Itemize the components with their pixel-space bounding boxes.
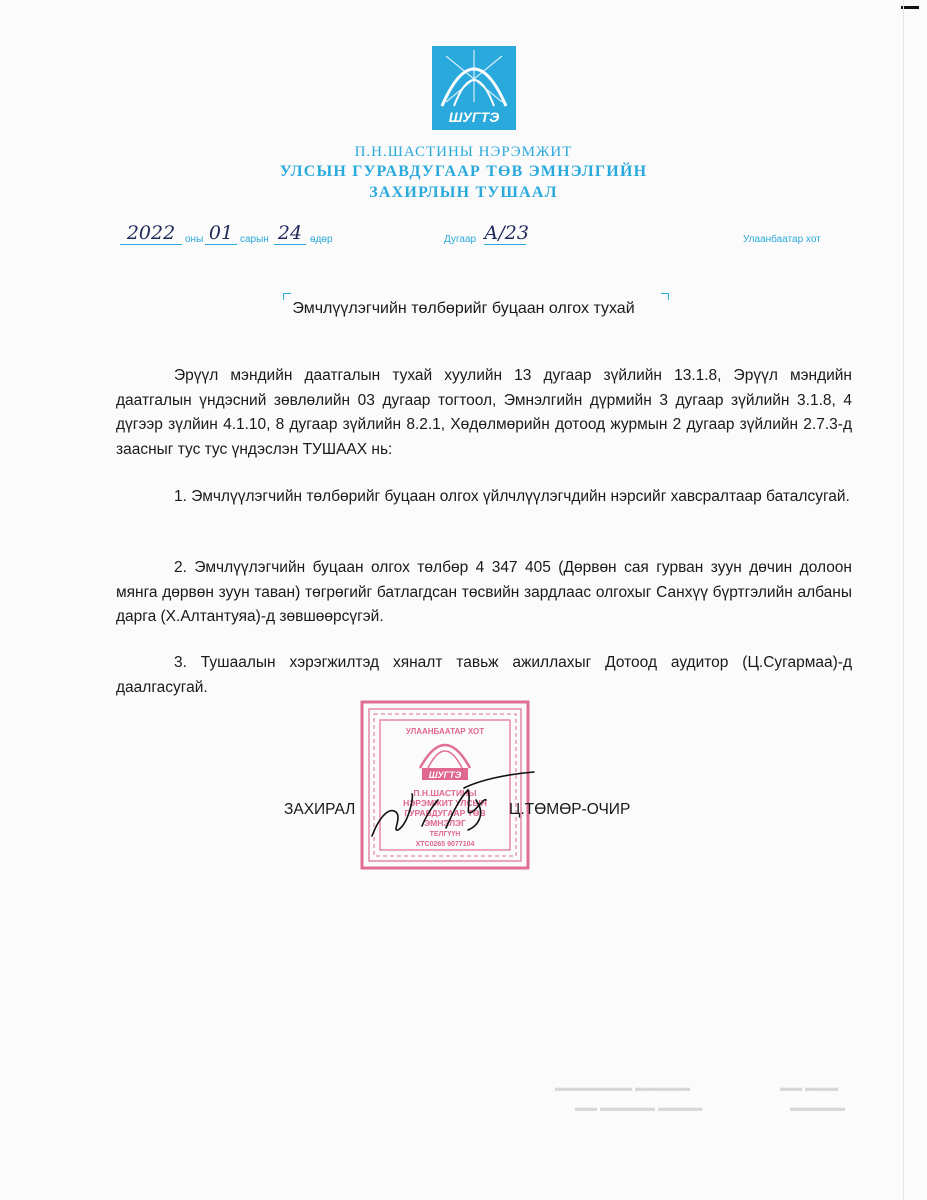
stamp-logo-text: ШУГТЭ	[428, 770, 462, 780]
stamp-bottom-text: ХТС0265 9077104	[415, 841, 475, 848]
logo-text: ШУГТЭ	[448, 109, 500, 125]
order-item-2	[116, 556, 852, 630]
day-label: өдөр	[310, 234, 333, 245]
date-month: 01	[205, 222, 237, 245]
signatory-name: Ц.ТӨМӨР-ОЧИР	[509, 801, 631, 818]
header-title: ЗАХИРЛЫН ТУШААЛ	[369, 184, 558, 201]
stamp-line-1: П.Н.ШАСТИНЫ	[413, 788, 477, 798]
bleed-through-text: ▬▬▬▬▬ ▬▬▬▬▬▬▬	[555, 1082, 691, 1094]
stamp-line-3: ГУРАВДУГААР ТӨВ	[404, 808, 486, 818]
stamp-line-4: ЭМНЭЛЭГ	[424, 818, 466, 828]
stamp-line-2: НЭРЭМЖИТ УЛСЫН	[403, 798, 487, 808]
stamp-line-5: ТЕЛГҮҮН	[429, 831, 461, 838]
subject-bracket-right	[661, 293, 669, 300]
subject-bracket-left	[283, 293, 291, 300]
bleed-through-text: ▬▬▬▬▬	[790, 1102, 845, 1114]
preamble-text: Эрүүл мэндийн даатгалын тухай хуулийн 13 дугаар зүйлийн 13.1.8, Эрүүл мэндийн даатгалын үндэсний зөвлөлийн 03 дугаар тогтоол, Эмнэлгийн дүрмийн 3 дугаар зүйлийн 3.1.8, 4 дүгээр зүлйин 4.1.10, 8 дугаар зүйлийн 8.2.1, Хөдөлмөрийн дотоод журмын 2 дугаар зүйлийн 2.7.3-д заасныг тус тус үндэслэн ТУШААХ нь:	[116, 367, 852, 458]
bleed-through-text: ▬▬▬ ▬▬	[780, 1082, 839, 1094]
header-line-2: УЛСЫН ГУРАВДУГААР ТӨВ ЭМНЭЛГИЙН	[279, 163, 648, 180]
bleed-through-text: ▬▬▬▬ ▬▬▬▬▬ ▬▬	[575, 1102, 703, 1114]
stamp-top-text: УЛААНБААТАР ХОТ	[405, 727, 485, 736]
month-label: сарын	[240, 234, 269, 245]
date-year: 2022	[120, 222, 182, 245]
order-item-3	[116, 651, 852, 700]
meta-row	[0, 222, 927, 252]
order-subject: Эмчлүүлэгчийн төлбөрийг буцаан олгох тухай	[292, 300, 635, 317]
date-day: 24	[274, 222, 306, 245]
signatory-title: ЗАХИРАЛ	[284, 801, 356, 818]
header-line-1: П.Н.ШАСТИНЫ НЭРЭМЖИТ	[354, 144, 573, 160]
order-item-2-text: 2. Эмчлүүлэгчийн буцаан олгох төлбөр 4 347 405 (Дөрвөн сая гурван зуун дөчин долоон мянга дөрвөн зуун таван) төгрөгийг батлагдсан төсвийн зардлаас олгохыг Санхүү бүртгэлийн албаны дарга (Х.Алтантуяа)-д зөвшөөрсүгэй.	[116, 559, 852, 625]
year-label: оны	[185, 234, 204, 245]
order-item-1	[116, 485, 852, 510]
order-item-3-text: 3. Тушаалын хэрэгжилтэд хяналт тавьж ажиллахыг Дотоод аудитор (Ц.Сугармаа)-д даалгасугай.	[116, 654, 852, 696]
order-number: А/23	[484, 222, 529, 244]
hospital-logo	[432, 46, 516, 130]
city-label: Улаанбаатар хот	[743, 234, 821, 245]
handwritten-signature	[368, 770, 538, 842]
preamble	[116, 364, 852, 462]
order-item-1-text: 1. Эмчлүүлэгчийн төлбөрийг буцаан олгох үйлчлүүлэгчдийн нэрсийг хавсралтаар баталсугай.	[174, 488, 850, 505]
number-label: Дугаар	[444, 234, 477, 245]
